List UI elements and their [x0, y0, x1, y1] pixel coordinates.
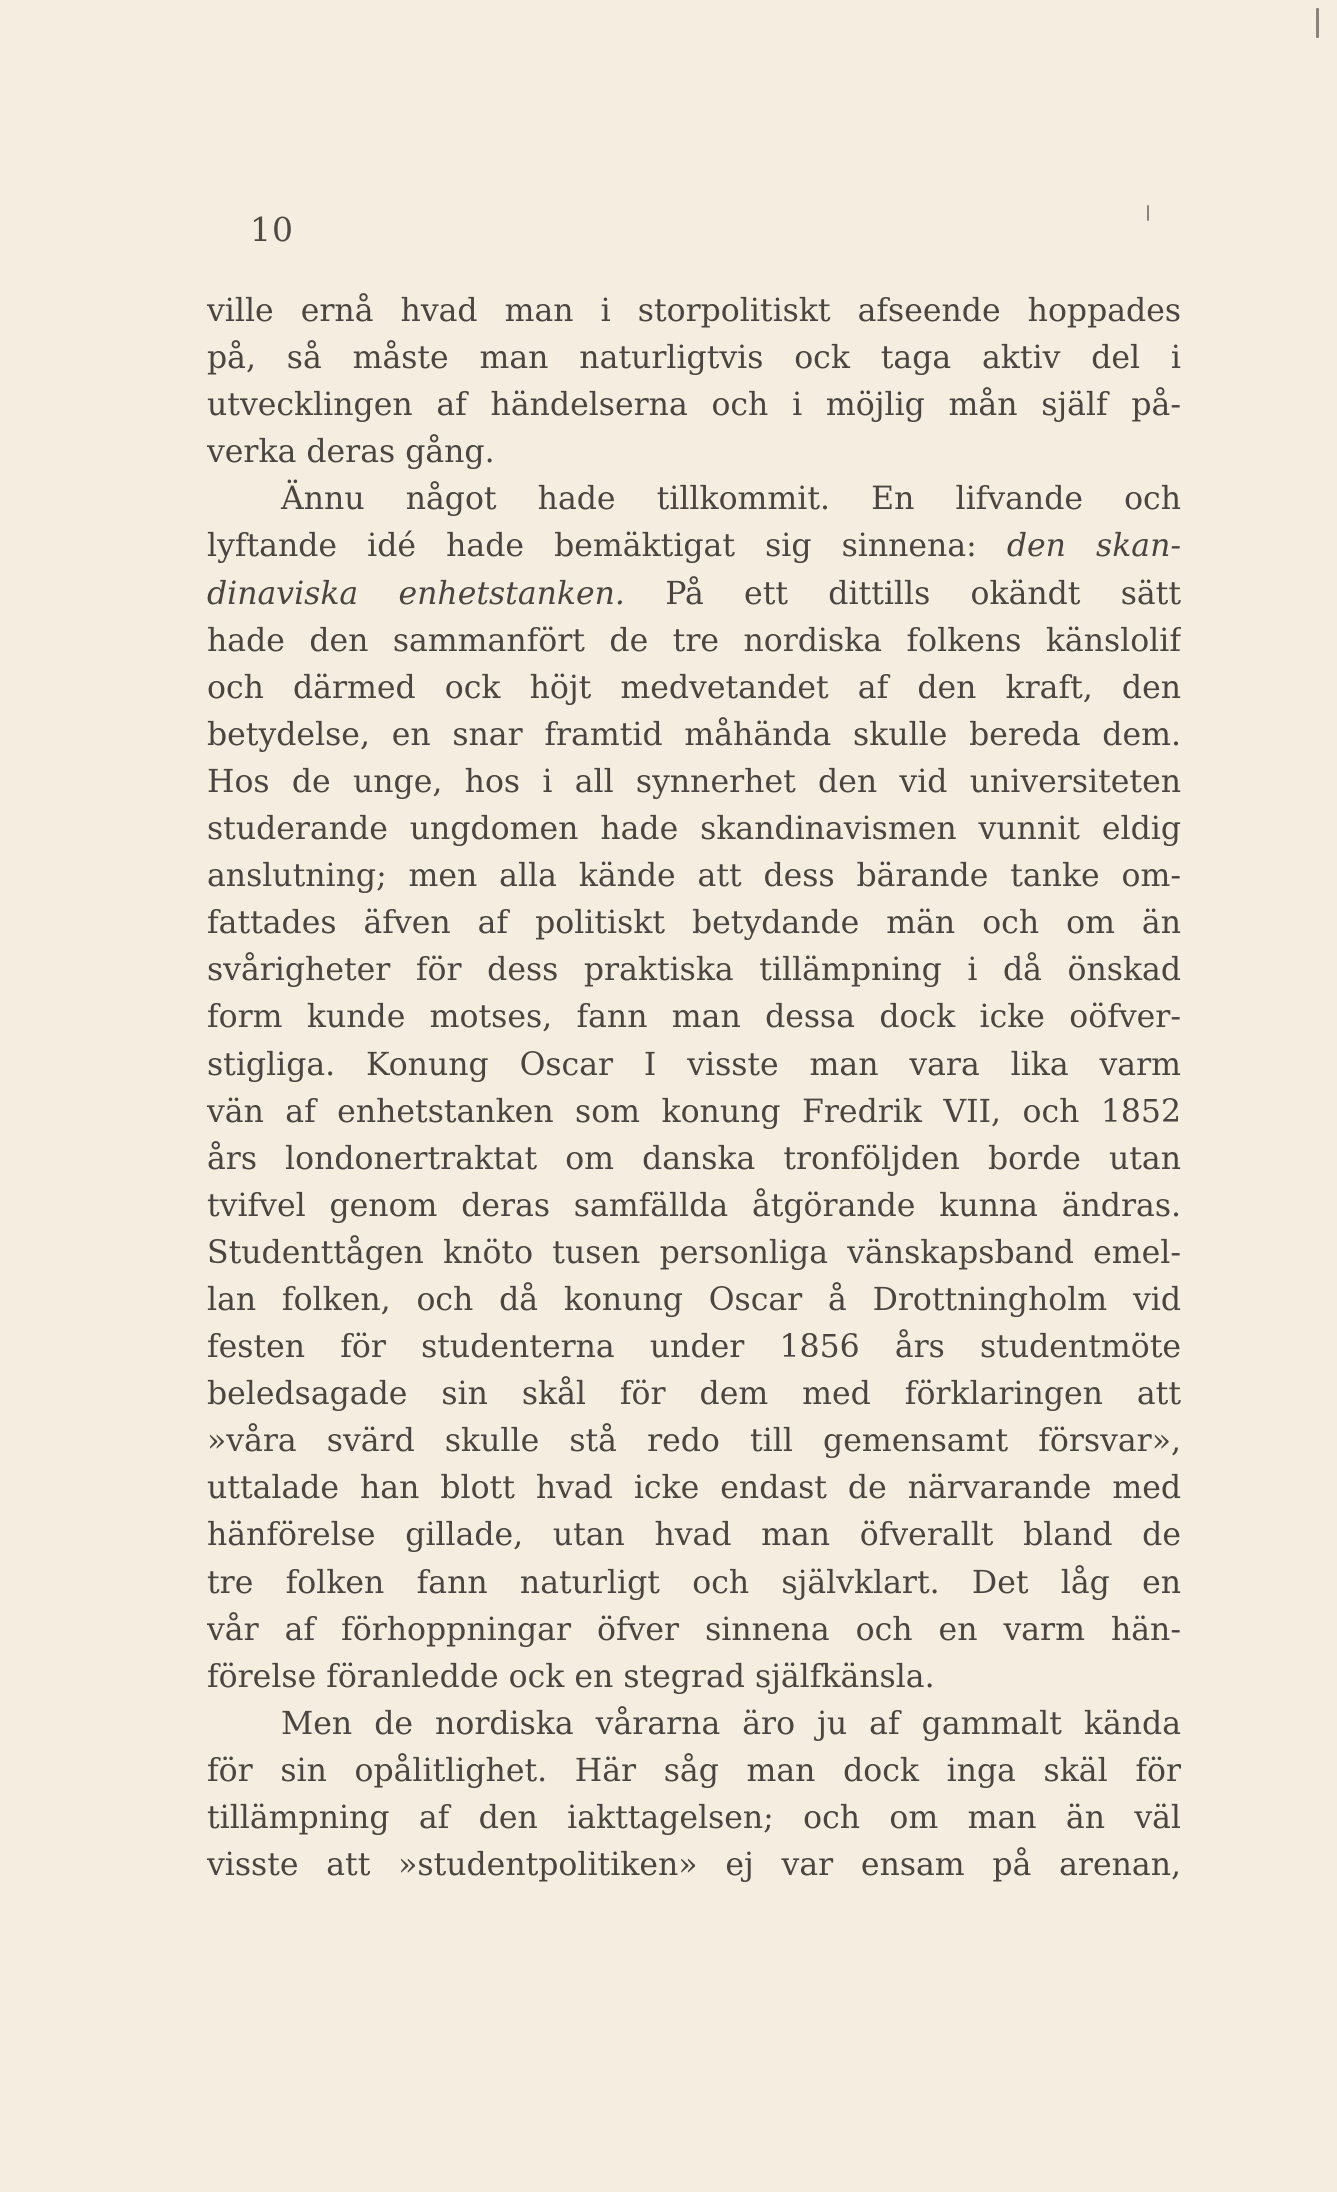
- line-text: tvifvel genom deras samfällda åtgörande kunna ändras.: [207, 1187, 1181, 1224]
- text-line: [207, 476, 1181, 523]
- text-line: [207, 1042, 1181, 1089]
- text-line: [207, 1089, 1181, 1136]
- text-line: [207, 571, 1181, 618]
- line-text: betydelse, en snar framtid måhända skulle bereda dem.: [207, 716, 1181, 753]
- line-text: års londonertraktat om danska tronföljden borde utan: [207, 1140, 1181, 1177]
- line-text: visste att »studentpolitiken» ej var ensam på arenan,: [207, 1847, 1181, 1884]
- line-text: uttalade han blott hvad icke endast de närvarande med: [207, 1470, 1181, 1507]
- line-text: förelse föranledde ock en stegrad själfkänsla.: [207, 1658, 935, 1695]
- body-text: [207, 288, 1181, 1889]
- line-text: På ett dittills okändt sätt: [624, 575, 1181, 612]
- text-line: [207, 806, 1181, 853]
- text-line: [207, 1183, 1181, 1230]
- text-line: [207, 1842, 1181, 1889]
- line-text: hade den sammanfört de tre nordiska folkens känslolif: [207, 622, 1181, 659]
- text-line: [207, 665, 1181, 712]
- line-text: tre folken fann naturligt och självklart. Det låg en: [207, 1564, 1181, 1601]
- text-line: [207, 712, 1181, 759]
- line-text: utvecklingen af händelserna och i möjlig mån själf på-: [207, 387, 1181, 424]
- line-text: tillämpning af den iakttagelsen; och om man än väl: [207, 1800, 1181, 1836]
- text-line: [207, 382, 1181, 429]
- text-line: [207, 900, 1181, 947]
- scan-speck: [1316, 8, 1319, 38]
- text-line: [207, 523, 1181, 570]
- line-text: svårigheter för dess praktiska tillämpning i då önskad: [207, 952, 1181, 989]
- line-text: Ännu något hade tillkommit. En lifvande och: [281, 481, 1181, 518]
- text-line: [207, 1324, 1181, 1371]
- text-line: [207, 994, 1181, 1041]
- italic-phrase: dinaviska enhetstanken.: [207, 575, 625, 612]
- text-line: [207, 759, 1181, 806]
- text-line: [207, 1654, 1181, 1701]
- line-text: Hos de unge, hos i all synnerhet den vid universiteten: [207, 763, 1181, 800]
- line-text: på, så måste man naturligtvis ock taga aktiv del i: [207, 340, 1181, 377]
- text-line: [207, 853, 1181, 900]
- line-text: ville ernå hvad man i storpolitiskt afseende hoppades: [207, 293, 1181, 329]
- text-line: [207, 1560, 1181, 1607]
- text-line: [207, 1795, 1181, 1842]
- italic-phrase: den skan-: [1006, 528, 1181, 565]
- text-line: [207, 947, 1181, 994]
- line-text: fattades äfven af politiskt betydande män och om än: [207, 905, 1181, 942]
- text-line: [207, 1701, 1181, 1748]
- line-text: beledsagade sin skål för dem med förklaringen att: [207, 1376, 1181, 1413]
- line-text: lyftande idé hade bemäktigat sig sinnena:: [207, 528, 1007, 565]
- line-text: »våra svärd skulle stå redo till gemensamt försvar»,: [207, 1423, 1181, 1460]
- line-text: studerande ungdomen hade skandinavismen vunnit eldig: [207, 811, 1181, 848]
- line-text: hänförelse gillade, utan hvad man öfverallt bland de: [207, 1517, 1181, 1554]
- page-number: 10: [250, 210, 294, 249]
- text-line: [207, 1748, 1181, 1795]
- text-line: [207, 429, 1181, 476]
- text-line: [207, 1371, 1181, 1418]
- text-line: [207, 1418, 1181, 1465]
- line-text: vår af förhoppningar öfver sinnena och en varm hän-: [207, 1611, 1181, 1648]
- line-text: verka deras gång.: [207, 434, 495, 471]
- line-text: och därmed ock höjt medvetandet af den kraft, den: [207, 669, 1181, 706]
- text-line: [207, 1230, 1181, 1277]
- text-line: [207, 618, 1181, 665]
- line-text: festen för studenterna under 1856 års studentmöte: [207, 1329, 1181, 1366]
- text-line: [207, 1277, 1181, 1324]
- line-text: Studenttågen knöto tusen personliga vänskapsband emel-: [207, 1234, 1181, 1271]
- line-text: form kunde motses, fann man dessa dock icke oöfver-: [207, 999, 1181, 1036]
- line-text: anslutning; men alla kände att dess bärande tanke om-: [207, 858, 1181, 895]
- text-line: [207, 1465, 1181, 1512]
- line-text: vän af enhetstanken som konung Fredrik VII, och 1852: [207, 1093, 1181, 1130]
- line-text: stigliga. Konung Oscar I visste man vara lika varm: [207, 1046, 1181, 1083]
- text-line: [207, 1136, 1181, 1183]
- scan-speck: [1147, 205, 1149, 221]
- line-text: Men de nordiska vårarna äro ju af gammalt kända: [281, 1705, 1181, 1742]
- text-line: [207, 288, 1181, 335]
- text-line: [207, 335, 1181, 382]
- line-text: lan folken, och då konung Oscar å Drottningholm vid: [207, 1281, 1181, 1318]
- text-line: [207, 1607, 1181, 1654]
- line-text: för sin opålitlighet. Här såg man dock inga skäl för: [207, 1752, 1181, 1789]
- text-line: [207, 1512, 1181, 1559]
